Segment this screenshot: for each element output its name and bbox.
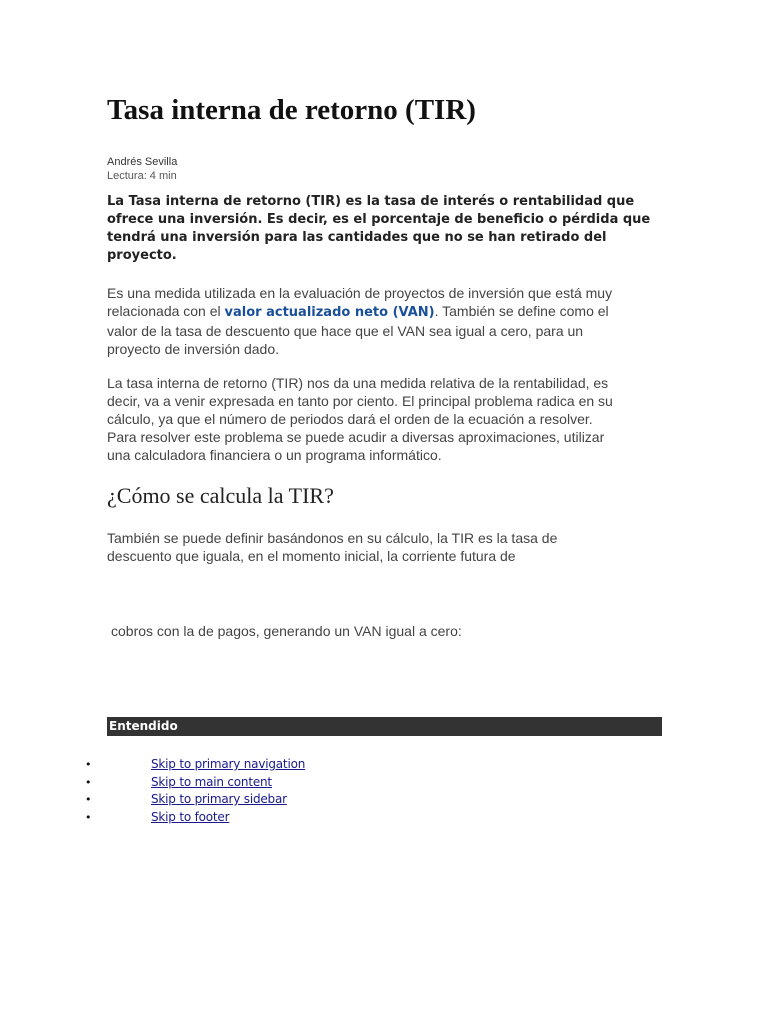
paragraph-line: La tasa interna de retorno (TIR) nos da una medida relativa de la rentabilidad, es <box>107 375 609 391</box>
paragraph-line <box>107 302 662 322</box>
lead-paragraph <box>107 193 651 265</box>
paragraph-line: decir, va a venir expresada en tanto por ciento. El principal problema radica en su <box>107 393 613 409</box>
paragraph-line: valor de la tasa de descuento que hace que el VAN sea igual a cero, para un <box>107 323 584 339</box>
bullet-icon: • <box>85 758 92 771</box>
paragraph-calc <box>107 529 662 565</box>
list-item <box>0 809 400 827</box>
page-title: Tasa interna de retorno (TIR) <box>107 94 476 126</box>
bullet-icon: • <box>85 793 92 806</box>
paragraph-line: proyecto de inversión dado. <box>107 341 279 357</box>
van-link[interactable]: valor actualizado neto (VAN) <box>224 305 435 320</box>
section-heading: ¿Cómo se calcula la TIR? <box>107 483 334 508</box>
paragraph-tir-measure <box>107 374 662 464</box>
paragraph-line: También se puede definir basándonos en su cálculo, la TIR es la tasa de <box>107 530 558 546</box>
lead-line: tendrá una inversión para las cantidades que no se han retirado del <box>107 230 607 245</box>
paragraph-line: cálculo, ya que el número de periodos dará el orden de la ecuación a resolver. <box>107 411 593 427</box>
bullet-icon: • <box>85 810 92 824</box>
text-fragment: relacionada con el <box>107 303 225 319</box>
bullet-icon: • <box>85 775 92 789</box>
list-item <box>0 774 400 792</box>
paragraph-line: Es una medida utilizada en la evaluación de proyectos de inversión que está muy <box>107 285 613 301</box>
skip-to-footer-link[interactable]: Skip to footer <box>151 809 230 824</box>
reading-time: Lectura: 4 min <box>107 170 177 182</box>
author-name[interactable]: Andrés Sevilla <box>107 156 178 168</box>
cookie-banner <box>107 717 662 736</box>
accept-cookies-button[interactable]: Entendido <box>109 719 178 733</box>
paragraph-line: descuento que iguala, en el momento inicial, la corriente futura de <box>107 548 516 564</box>
skip-to-content-link[interactable]: Skip to main content <box>151 774 272 789</box>
list-item <box>0 791 400 809</box>
skip-to-sidebar-link[interactable]: Skip to primary sidebar <box>151 792 287 806</box>
lead-line: proyecto. <box>107 248 177 263</box>
lead-line: La Tasa interna de retorno (TIR) es la tasa de interés o rentabilidad que <box>107 194 635 209</box>
skip-to-navigation-link[interactable]: Skip to primary navigation <box>151 757 306 771</box>
paragraph-line: una calculadora financiera o un programa informático. <box>107 447 442 463</box>
skip-links-list <box>0 756 400 826</box>
list-item <box>0 756 400 774</box>
paragraph-cobros <box>111 622 666 640</box>
paragraph-line: Para resolver este problema se puede acudir a diversas aproximaciones, utilizar <box>107 429 605 445</box>
paragraph-line: cobros con la de pagos, generando un VAN igual a cero: <box>111 623 462 639</box>
text-fragment: . También se define como el <box>434 303 609 319</box>
paragraph-van <box>107 284 662 358</box>
lead-line: ofrece una inversión. Es decir, es el porcentaje de beneficio o pérdida que <box>107 212 651 227</box>
